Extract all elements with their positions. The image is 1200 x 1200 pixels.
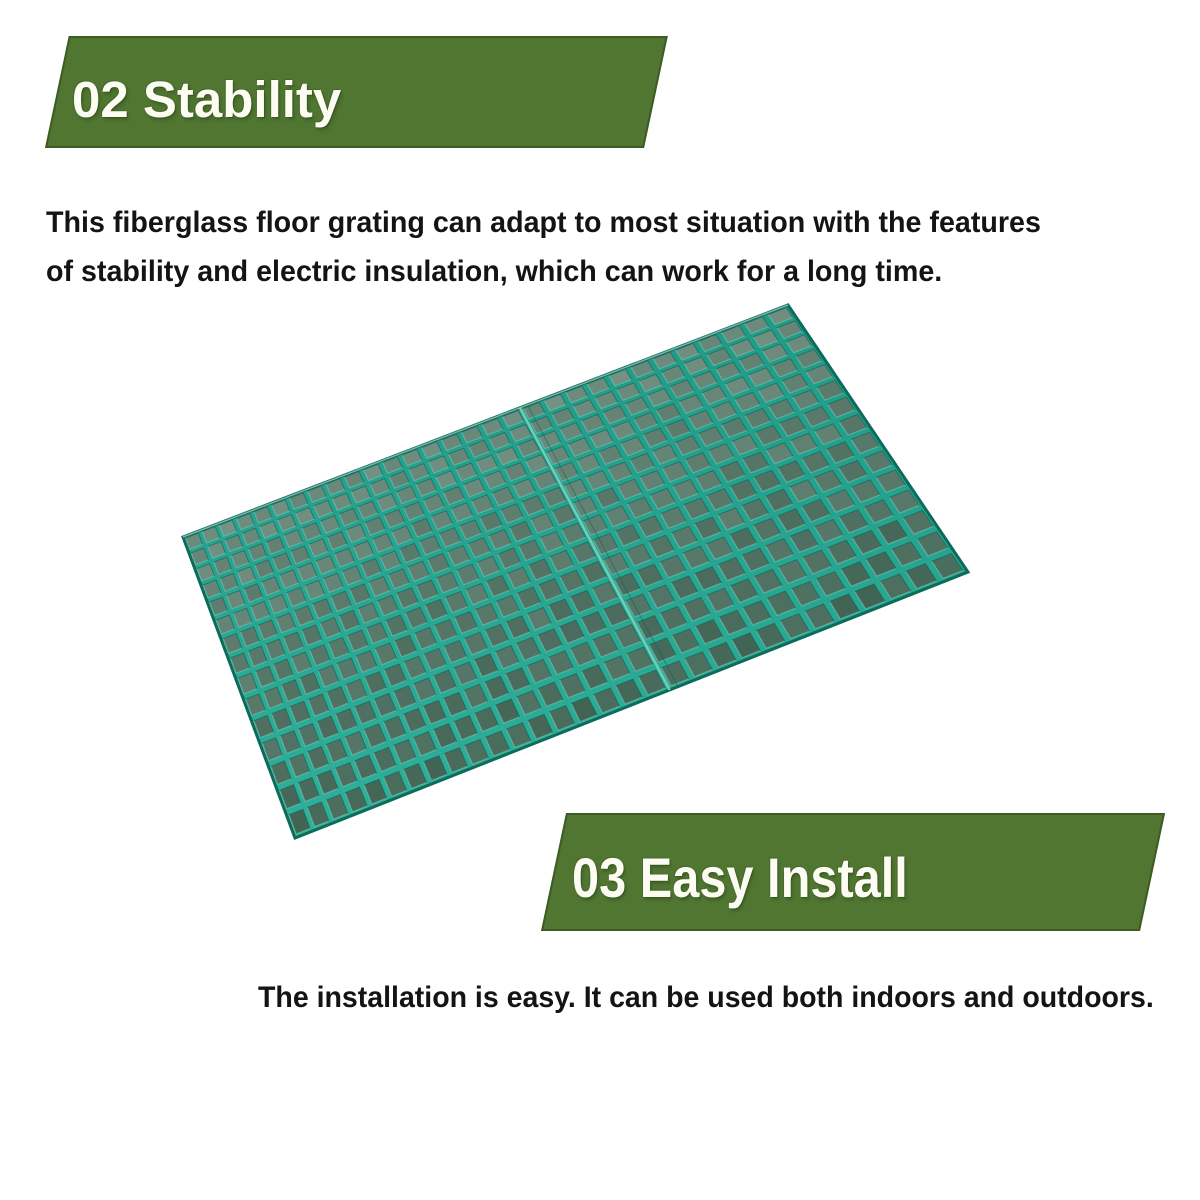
banner-label-stability: 02 Stability: [72, 71, 342, 128]
easy-install-caption: The installation is easy. It can be used both indoors and outdoors.: [258, 981, 1154, 1014]
stability-description-line-1: This fiberglass floor grating can adapt to most situation with the features: [46, 206, 1041, 239]
stability-description-line-2: of stability and electric insulation, which can work for a long time.: [46, 255, 943, 288]
stability-description: [46, 198, 1088, 296]
banner-label-easy-install: 03 Easy Install: [572, 846, 908, 909]
